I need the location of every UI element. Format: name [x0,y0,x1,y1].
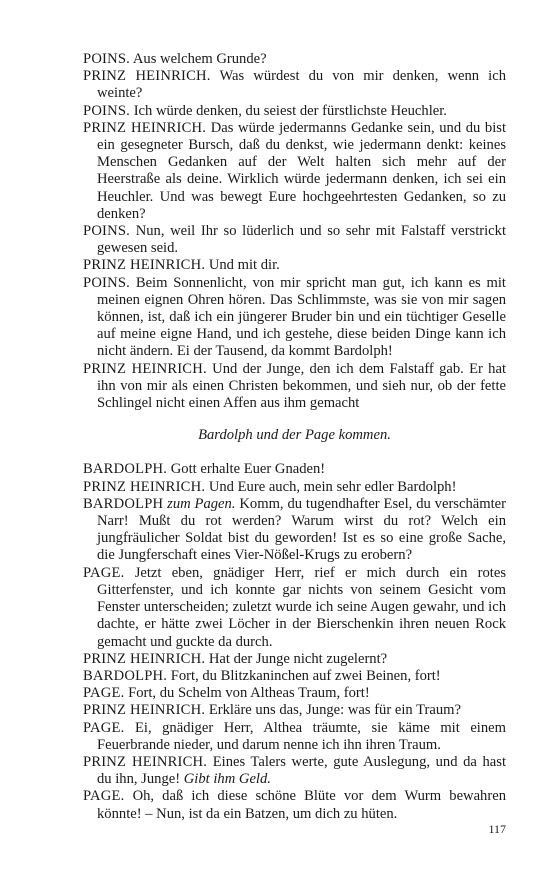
speech-line [83,257,506,274]
speech-line [83,51,506,68]
speech-line [83,461,506,478]
speech-text: Fort, du Schelm von Altheas Traum, fort! [128,685,370,702]
speech-line [83,275,506,361]
speaker-name: POINS. [83,102,131,119]
speaker-name: POINS. [83,223,131,240]
speaker-name: PRINZ HEINRICH. [83,68,211,85]
speaker-name: PRINZ HEINRICH. [83,119,207,136]
speaker-name: PAGE. [83,564,125,581]
speech-text: Ei, gnädiger Herr, Althea träumte, sie käme mit einem Feuerbrande nieder, und darum nenne ich ihn ihren Traum. [97,719,506,753]
speaker-name: PAGE. [83,788,125,805]
inline-stage-direction: Gibt ihm Geld. [183,771,271,788]
speech-line [83,565,506,651]
speech-line [83,788,506,822]
dialogue-block-1 [83,51,506,412]
inline-stage-direction: zum Pagen. [167,495,236,512]
speech-line [83,120,506,223]
speech-line [83,754,506,788]
speaker-name: POINS. [83,274,131,291]
speech-line [83,668,506,685]
speaker-name: PRINZ HEINRICH. [83,257,206,274]
speech-text: Eines Talers werte, gute Auslegung, und da hast du ihn, Junge! [97,753,506,788]
speech-line [83,496,506,565]
speech-line [83,685,506,702]
speaker-name: BARDOLPH [83,495,164,512]
speech-text: Das würde jedermanns Gedanke sein, und du bist ein gesegneter Bursch, daß du denkst, wie jedermann denkt: keines Menschen Gedanken auf der Welt halten sich mehr auf der Heerstraße als deine. Wirklich würde jedermann denken, ich sei ein Heuchler. Und was bewegt Eure hochgeehrtesten Gedanken, so zu denken? [97,119,506,222]
stage-direction: Bardolph und der Page kommen. [198,427,391,444]
speaker-name: PAGE. [83,719,125,736]
speech-text: Und Eure auch, mein sehr edler Bardolph! [208,478,457,495]
speech-line [83,103,506,120]
speech-text: Hat der Junge nicht zugelernt? [208,650,388,667]
speech-text: Jetzt eben, gnädiger Herr, rief er mich durch ein rotes Gitterfenster, und ich konnte gar nichts von seinem Gesicht vom Fenster unterscheiden; zuletzt wurde ich seine Augen gewahr, und ich dachte, er hätte zwei Löcher in der Bierschenkin ihren neuen Rock gemacht und guckte da durch. [97,564,506,650]
speech-text: Fort, du Blitzkaninchen auf zwei Beinen, fort! [170,667,441,684]
speech-line [83,651,506,668]
speech-text: Komm, du tugendhafter Esel, du verschämter Narr! Mußt du rot werden? Warum wirst du rot? Welch ein jungfräulicher Soldat bist du geworden! Ist es so eine große Sache, die Jungferschaft eines Vier-Nößel-Krugs zu erobern? [97,495,506,564]
speech-line [83,479,506,496]
speaker-name: PRINZ HEINRICH. [83,360,207,377]
speech-text: Aus welchem Grunde? [132,51,267,67]
speaker-name: PRINZ HEINRICH. [83,478,206,495]
speech-line [83,702,506,719]
speaker-name: PRINZ HEINRICH. [83,650,206,667]
speech-text: Und der Junge, den ich dem Falstaff gab. Er hat ihn von mir als einen Christen bekommen, und sieh nur, ob der fette Schlingel nicht einen Affen aus ihm gemacht [97,360,506,412]
speaker-name: POINS. [83,51,131,67]
speech-line [83,361,506,413]
speech-line [83,68,506,102]
speech-text: Gott erhalte Euer Gnaden! [170,461,326,478]
speech-line [83,720,506,754]
speech-text: Nun, weil Ihr so lüderlich und so sehr mit Falstaff verstrickt gewesen seid. [97,223,506,257]
speech-text: Und mit dir. [208,257,280,274]
speaker-name: BARDOLPH. [83,667,168,684]
dialogue-block-2 [83,461,506,822]
speaker-name: BARDOLPH. [83,461,168,478]
speech-text: Erkläre uns das, Junge: was für ein Traum? [208,702,461,719]
page-number: 117 [488,822,506,836]
speech-text: Was würdest du von mir denken, wenn ich weinte? [97,68,506,102]
page-body [83,51,506,823]
speech-text: Oh, daß ich diese schöne Blüte vor dem Wurm bewahren könnte! – Nun, ist da ein Batzen, um dich zu hüten. [97,788,506,822]
speech-text: Beim Sonnenlicht, von mir spricht man gut, ich kann es mit meinen eignen Ohren hören. Das Schlimmste, was sie von mir sagen können, ist, daß ich ein jüngerer Bruder bin und ein tüchtiger Geselle auf meine eigne Hand, und ich gestehe, diese beiden Dinge kann ich nicht ändern. Ei der Tausend, da kommt Bardolph! [97,274,506,360]
speech-line [83,223,506,257]
speaker-name: PRINZ HEINRICH. [83,702,206,719]
speaker-name: PAGE. [83,685,125,702]
speech-text: Ich würde denken, du seiest der fürstlichste Heuchler. [133,102,447,119]
speaker-name: PRINZ HEINRICH. [83,753,208,770]
